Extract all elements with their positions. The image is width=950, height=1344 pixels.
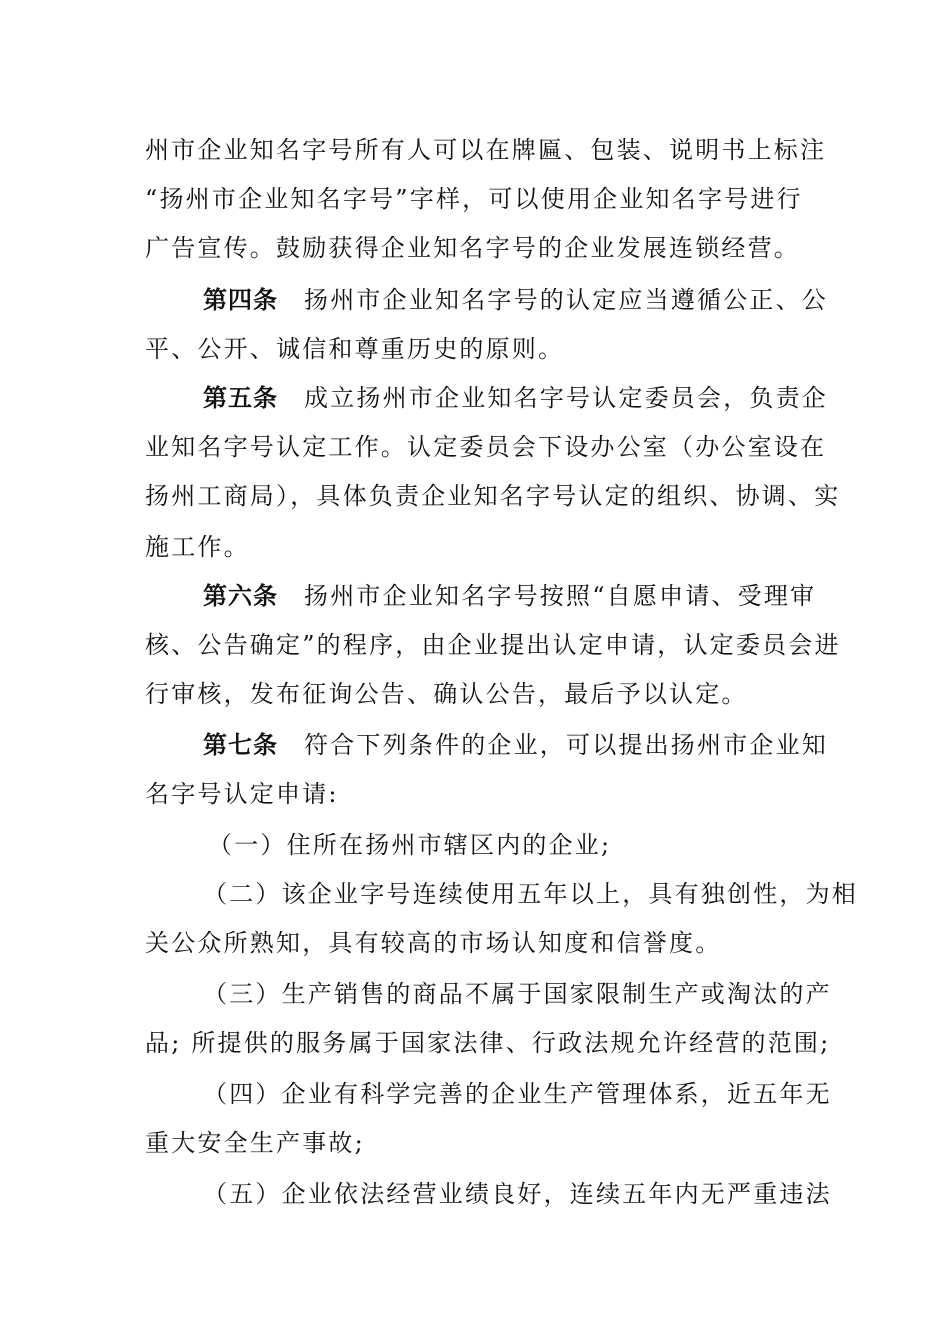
text-line: 扬州工商局），具体负责企业知名字号认定的组织、协调、实	[145, 482, 841, 510]
text-line: 施工作。	[145, 533, 250, 561]
article-5-label: 第五条	[203, 384, 278, 412]
list-item: （二）该企业字号连续使用五年以上，具有独创性，为相	[203, 880, 858, 908]
text-line: 行审核，发布征询公告、确认公告，最后予以认定。	[145, 680, 748, 708]
text-line: “扬州市企业知名字号”字样，可以使用企业知名字号进行	[145, 185, 803, 213]
text-line: 核、公告确定”的程序，由企业提出认定申请，认定委员会进	[145, 631, 841, 659]
article-7-label: 第七条	[203, 731, 278, 759]
text-line: 广告宣传。鼓励获得企业知名字号的企业发展连锁经营。	[145, 234, 800, 262]
list-item: （四）企业有科学完善的企业生产管理体系，近五年无	[203, 1080, 832, 1108]
text-line: 关公众所熟知，具有较高的市场认知度和信誉度。	[145, 929, 722, 957]
article-4-paragraph	[203, 284, 828, 316]
text-line: 重大安全生产事故;	[145, 1129, 365, 1157]
list-item: （一）住所在扬州市辖区内的企业;	[208, 831, 612, 859]
text-line: 名字号认定申请:	[145, 780, 339, 808]
article-6-label: 第六条	[203, 582, 278, 610]
text-line: 品; 所提供的服务属于国家法律、行政法规允许经营的范围;	[145, 1029, 831, 1057]
text-line: 业知名字号认定工作。认定委员会下设办公室（办公室设在	[145, 433, 827, 461]
text-line: 平、公开、诚信和尊重历史的原则。	[145, 335, 565, 363]
article-7-text: 符合下列条件的企业，可以提出扬州市企业知	[304, 731, 828, 759]
article-5-paragraph	[203, 382, 828, 414]
article-6-text: 扬州市企业知名字号按照“自愿申请、受理审	[304, 582, 817, 610]
list-item: （五）企业依法经营业绩良好，连续五年内无严重违法	[203, 1180, 832, 1208]
article-6-paragraph	[203, 580, 815, 612]
article-7-paragraph	[203, 729, 828, 761]
text-line: 州市企业知名字号所有人可以在牌匾、包装、说明书上标注	[145, 136, 827, 164]
article-4-label: 第四条	[203, 286, 278, 314]
list-item: （三）生产销售的商品不属于国家限制生产或淘汰的产	[203, 980, 832, 1008]
article-4-text: 扬州市企业知名字号的认定应当遵循公正、公	[304, 286, 828, 314]
article-5-text: 成立扬州市企业知名字号认定委员会，负责企	[304, 384, 828, 412]
